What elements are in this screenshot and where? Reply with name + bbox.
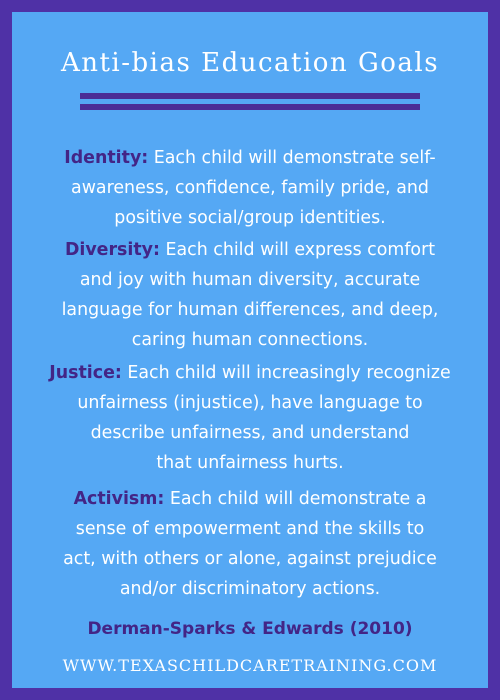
goal-text: Each child will express comfort (165, 240, 436, 260)
goal-line: that unfairness hurts. (156, 453, 344, 473)
goal-line: and/or discriminatory actions. (119, 579, 381, 599)
title-divider-top (80, 93, 420, 99)
goal-diversity (28, 235, 472, 355)
poster-panel (12, 12, 488, 688)
goal-term: Justice: (49, 363, 122, 383)
goal-text: Each child will demonstrate self- (153, 148, 436, 168)
goal-line: positive social/group identities. (114, 208, 386, 228)
goal-identity (28, 143, 472, 233)
goal-line (28, 143, 472, 173)
goal-line (28, 484, 472, 514)
goal-line: and joy with human diversity, accurate (79, 270, 421, 290)
page-title: Anti-bias Education Goals (60, 48, 440, 78)
goal-term: Identity: (64, 148, 149, 168)
goal-line: language for human differences, and deep, (61, 300, 439, 320)
goal-line (28, 358, 472, 388)
goal-activism (28, 484, 472, 604)
goal-line: describe unfairness, and understand (90, 423, 410, 443)
goal-term: Diversity: (64, 240, 160, 260)
goal-line (28, 235, 472, 265)
goal-line: awareness, confidence, family pride, and (71, 178, 429, 198)
goal-line: unfairness (injustice), have language to (77, 393, 423, 413)
goal-text: Each child will increasingly recognize (127, 363, 451, 383)
goal-text: Each child will demonstrate a (169, 489, 427, 509)
goal-term: Activism: (73, 489, 165, 509)
website-link[interactable]: WWW.TEXASCHILDCARETRAINING.COM (62, 656, 438, 675)
goal-justice (28, 358, 472, 478)
title-divider-bottom (80, 104, 420, 110)
goal-line: act, with others or alone, against prejudice (63, 549, 437, 569)
goal-line: caring human connections. (131, 330, 369, 350)
citation: Derman-Sparks & Edwards (2010) (87, 619, 413, 639)
goal-line: sense of empowerment and the skills to (75, 519, 425, 539)
